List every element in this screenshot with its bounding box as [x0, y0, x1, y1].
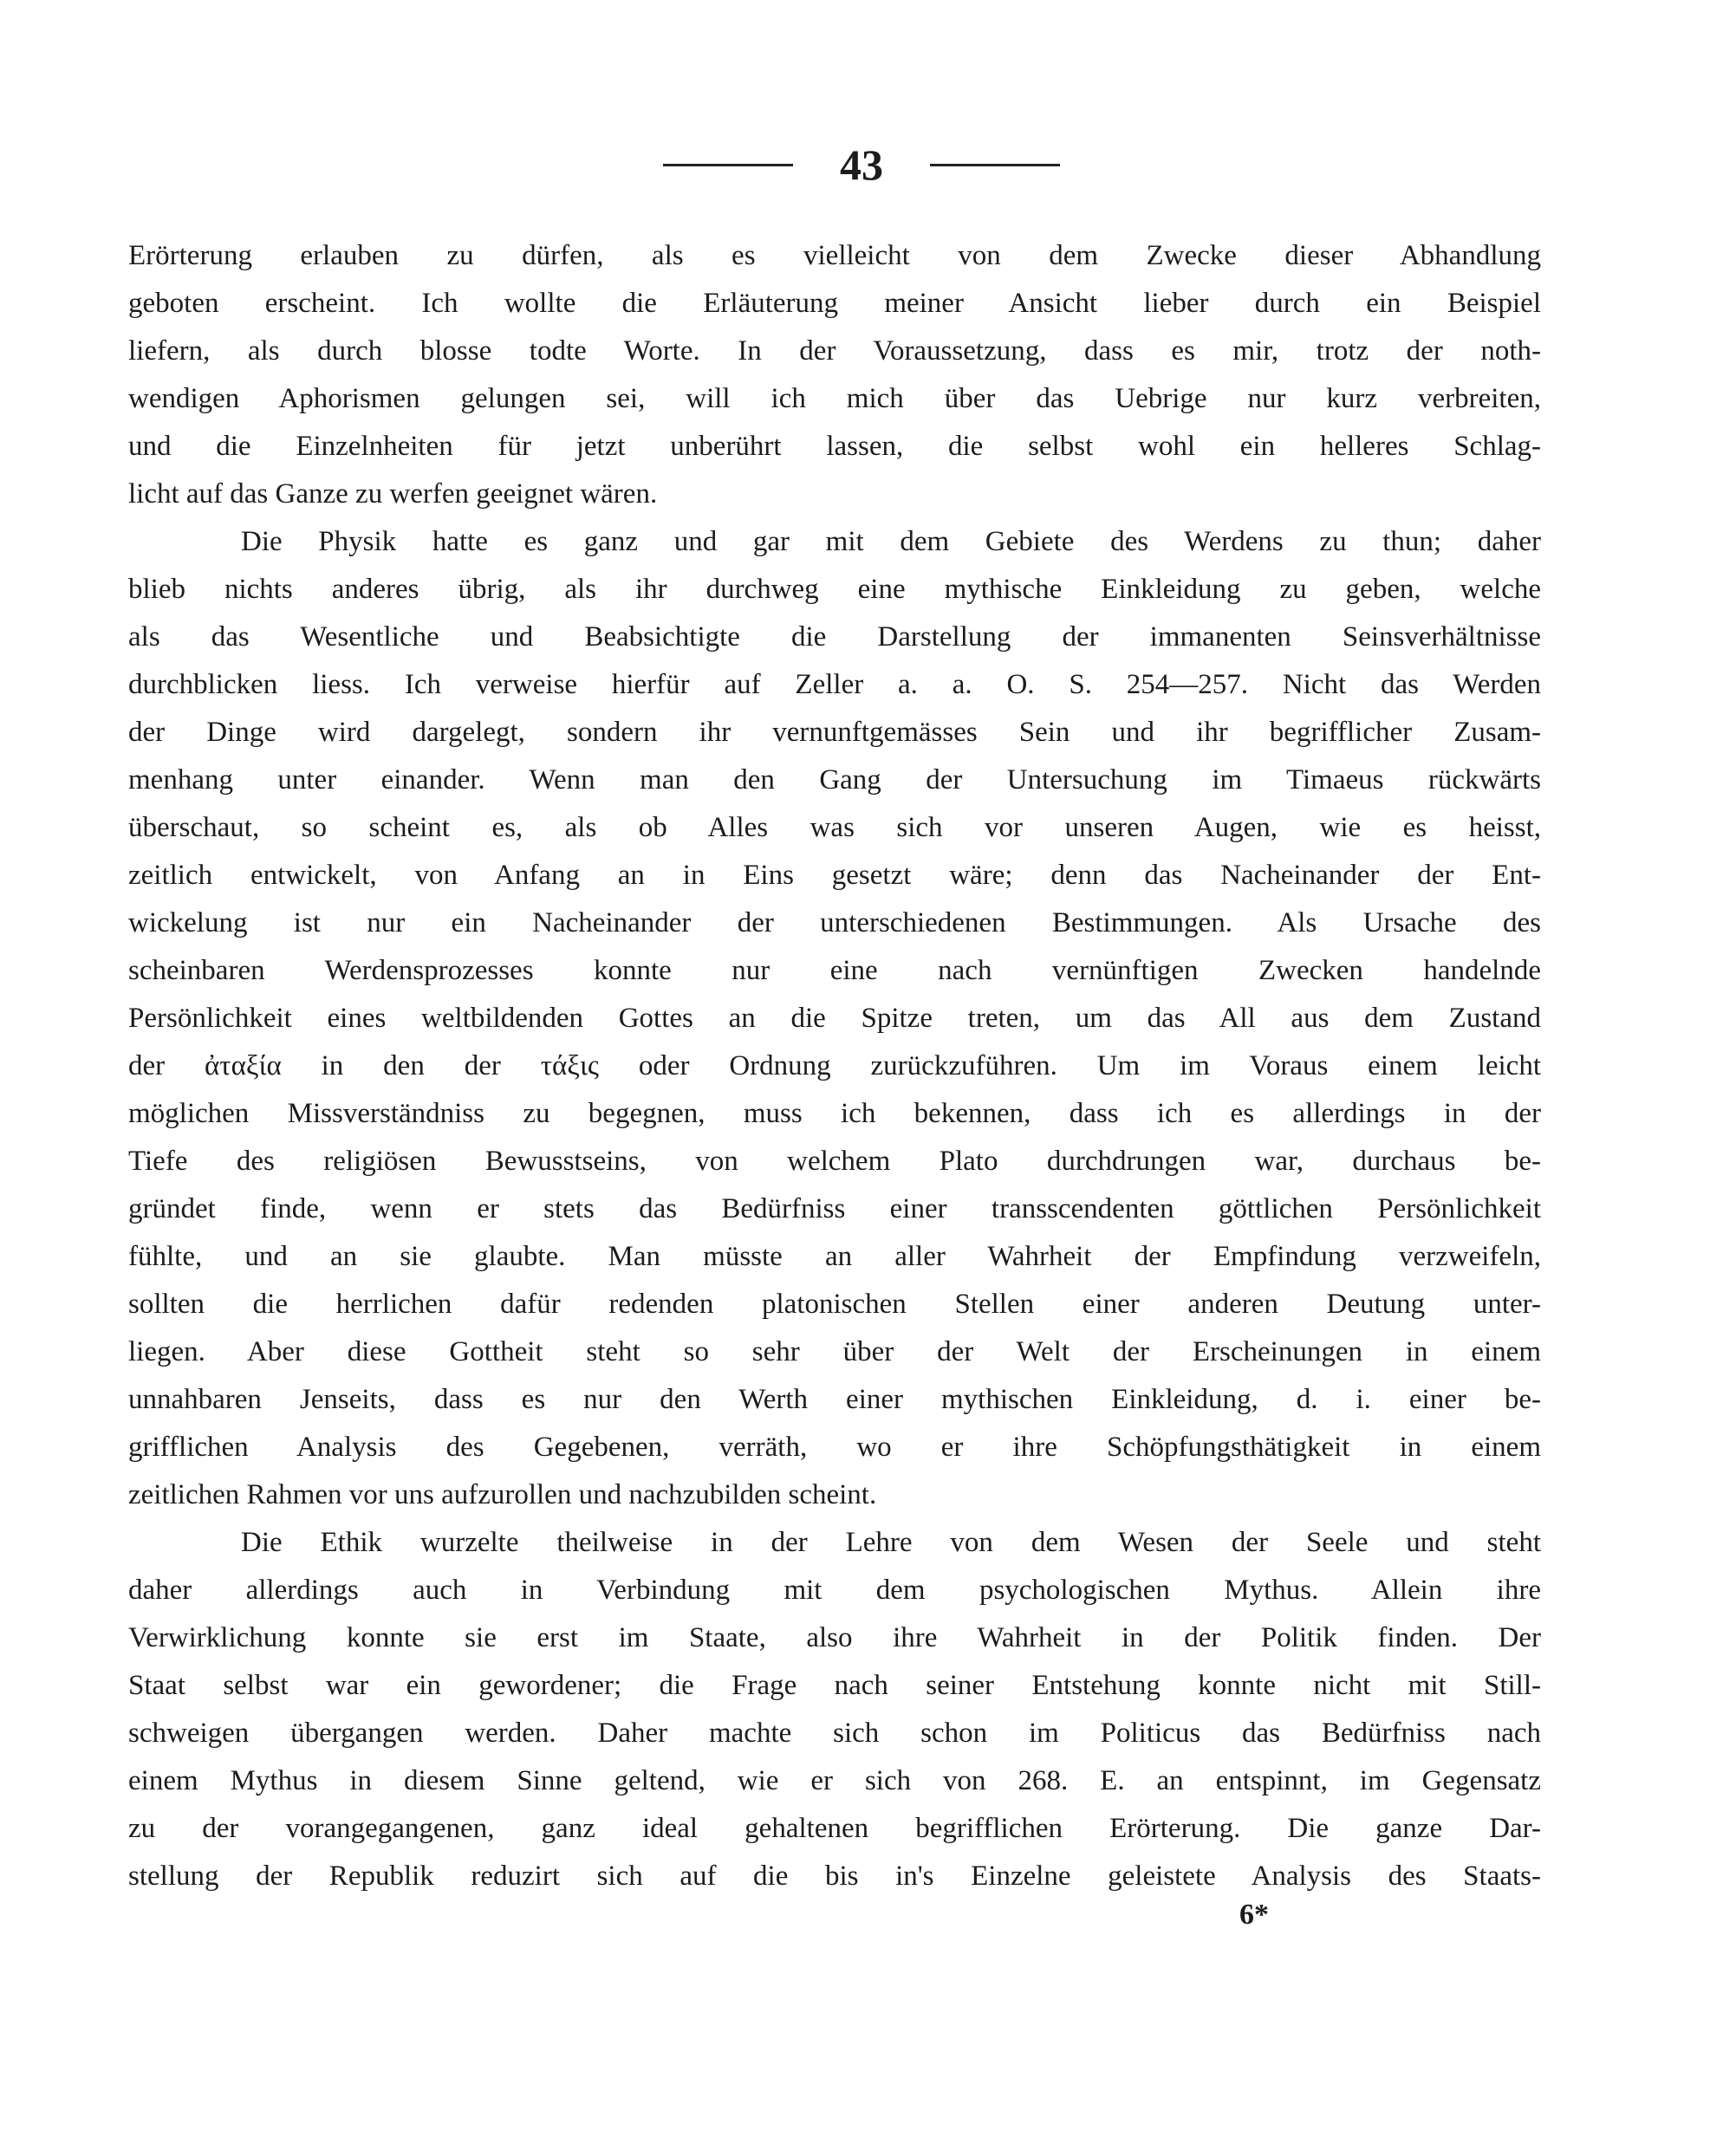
text-line: liefern, als durch blosse todte Worte. In der Voraussetzung, dass es mir, trotz der noth- [128, 335, 1541, 367]
text-line: überschaut, so scheint es, als ob Alles was sich vor unseren Augen, wie es heisst, [128, 812, 1541, 843]
text-line: zu der vorangegangenen, ganz ideal gehaltenen begrifflichen Erörterung. Die ganze Dar- [128, 1813, 1541, 1844]
text-line: zeitlich entwickelt, von Anfang an in Eins gesetzt wäre; denn das Nacheinander der Ent- [128, 860, 1541, 891]
text-line: Die Ethik wurzelte theilweise in der Lehre von dem Wesen der Seele und steht [241, 1527, 1541, 1558]
text-line: blieb nichts anderes übrig, als ihr durchweg eine mythische Einkleidung zu geben, welche [128, 574, 1541, 605]
text-line: der Dinge wird dargelegt, sondern ihr vernunftgemässes Sein und ihr begrifflicher Zusam- [128, 717, 1541, 748]
text-line: der ἀταξία in den der τάξις oder Ordnung zurückzuführen. Um im Voraus einem leicht [128, 1050, 1541, 1081]
text-line: schweigen übergangen werden. Daher machte sich schon im Politicus das Bedürfniss nach [128, 1718, 1541, 1749]
text-line: Persönlichkeit eines weltbildenden Gottes an die Spitze treten, um das All aus dem Zustand [128, 1003, 1541, 1034]
text-line: wendigen Aphorismen gelungen sei, will ich mich über das Uebrige nur kurz verbreiten, [128, 383, 1541, 414]
text-line: durchblicken liess. Ich verweise hierfür auf Zeller a. a. O. S. 254—257. Nicht das Werden [128, 669, 1541, 700]
text-line: und die Einzelnheiten für jetzt unberührt lassen, die selbst wohl ein helleres Schlag- [128, 431, 1541, 462]
text-line: Erörterung erlauben zu dürfen, als es vielleicht von dem Zwecke dieser Abhandlung [128, 240, 1541, 271]
text-line: licht auf das Ganze zu werfen geeignet wären. [128, 478, 658, 510]
text-line: zeitlichen Rahmen vor uns aufzurollen und nachzubilden scheint. [128, 1479, 877, 1510]
text-line: scheinbaren Werdensprozesses konnte nur eine nach vernünftigen Zwecken handelnde [128, 955, 1541, 986]
text-line: als das Wesentliche und Beabsichtigte die Darstellung der immanenten Seinsverhältnisse [128, 621, 1541, 653]
text-line: stellung der Republik reduzirt sich auf die bis in's Einzelne geleistete Analysis des Staats- [128, 1861, 1541, 1892]
text-line: grifflichen Analysis des Gegebenen, verräth, wo er ihre Schöpfungsthätigkeit in einem [128, 1432, 1541, 1463]
header-rule-right [930, 164, 1060, 166]
text-line: menhang unter einander. Wenn man den Gang der Untersuchung im Timaeus rückwärts [128, 764, 1541, 796]
text-line: Tiefe des religiösen Bewusstseins, von welchem Plato durchdrungen war, durchaus be- [128, 1146, 1541, 1177]
text-line: fühlte, und an sie glaubte. Man müsste an aller Wahrheit der Empfindung verzweifeln, [128, 1241, 1541, 1272]
text-line: Die Physik hatte es ganz und gar mit dem Gebiete des Werdens zu thun; daher [241, 526, 1541, 557]
text-line: liegen. Aber diese Gottheit steht so sehr über der Welt der Erscheinungen in einem [128, 1336, 1541, 1367]
text-line: möglichen Missverständniss zu begegnen, muss ich bekennen, dass ich es allerdings in der [128, 1098, 1541, 1129]
header-rule-left [663, 164, 793, 166]
text-line: gründet finde, wenn er stets das Bedürfniss einer transscendenten göttlichen Persönlichkeit [128, 1193, 1541, 1224]
text-line: unnahbaren Jenseits, dass es nur den Werth einer mythischen Einkleidung, d. i. einer be- [128, 1384, 1541, 1415]
text-line: Staat selbst war ein gewordener; die Frage nach seiner Entstehung konnte nicht mit Still- [128, 1670, 1541, 1701]
text-line: einem Mythus in diesem Sinne geltend, wie er sich von 268. E. an entspinnt, im Gegensatz [128, 1765, 1541, 1796]
text-line: Verwirklichung konnte sie erst im Staate, also ihre Wahrheit in der Politik finden. Der [128, 1622, 1541, 1653]
text-line: wickelung ist nur ein Nacheinander der unterschiedenen Bestimmungen. Als Ursache des [128, 907, 1541, 938]
signature-mark: 6* [1239, 1899, 1269, 1931]
page-header [0, 130, 1723, 199]
text-line: geboten erscheint. Ich wollte die Erläuterung meiner Ansicht lieber durch ein Beispiel [128, 288, 1541, 319]
text-line: daher allerdings auch in Verbindung mit dem psychologischen Mythus. Allein ihre [128, 1575, 1541, 1606]
text-line: sollten die herrlichen dafür redenden platonischen Stellen einer anderen Deutung unter- [128, 1289, 1541, 1320]
body-text [128, 232, 1541, 1900]
page-number: 43 [840, 140, 883, 189]
